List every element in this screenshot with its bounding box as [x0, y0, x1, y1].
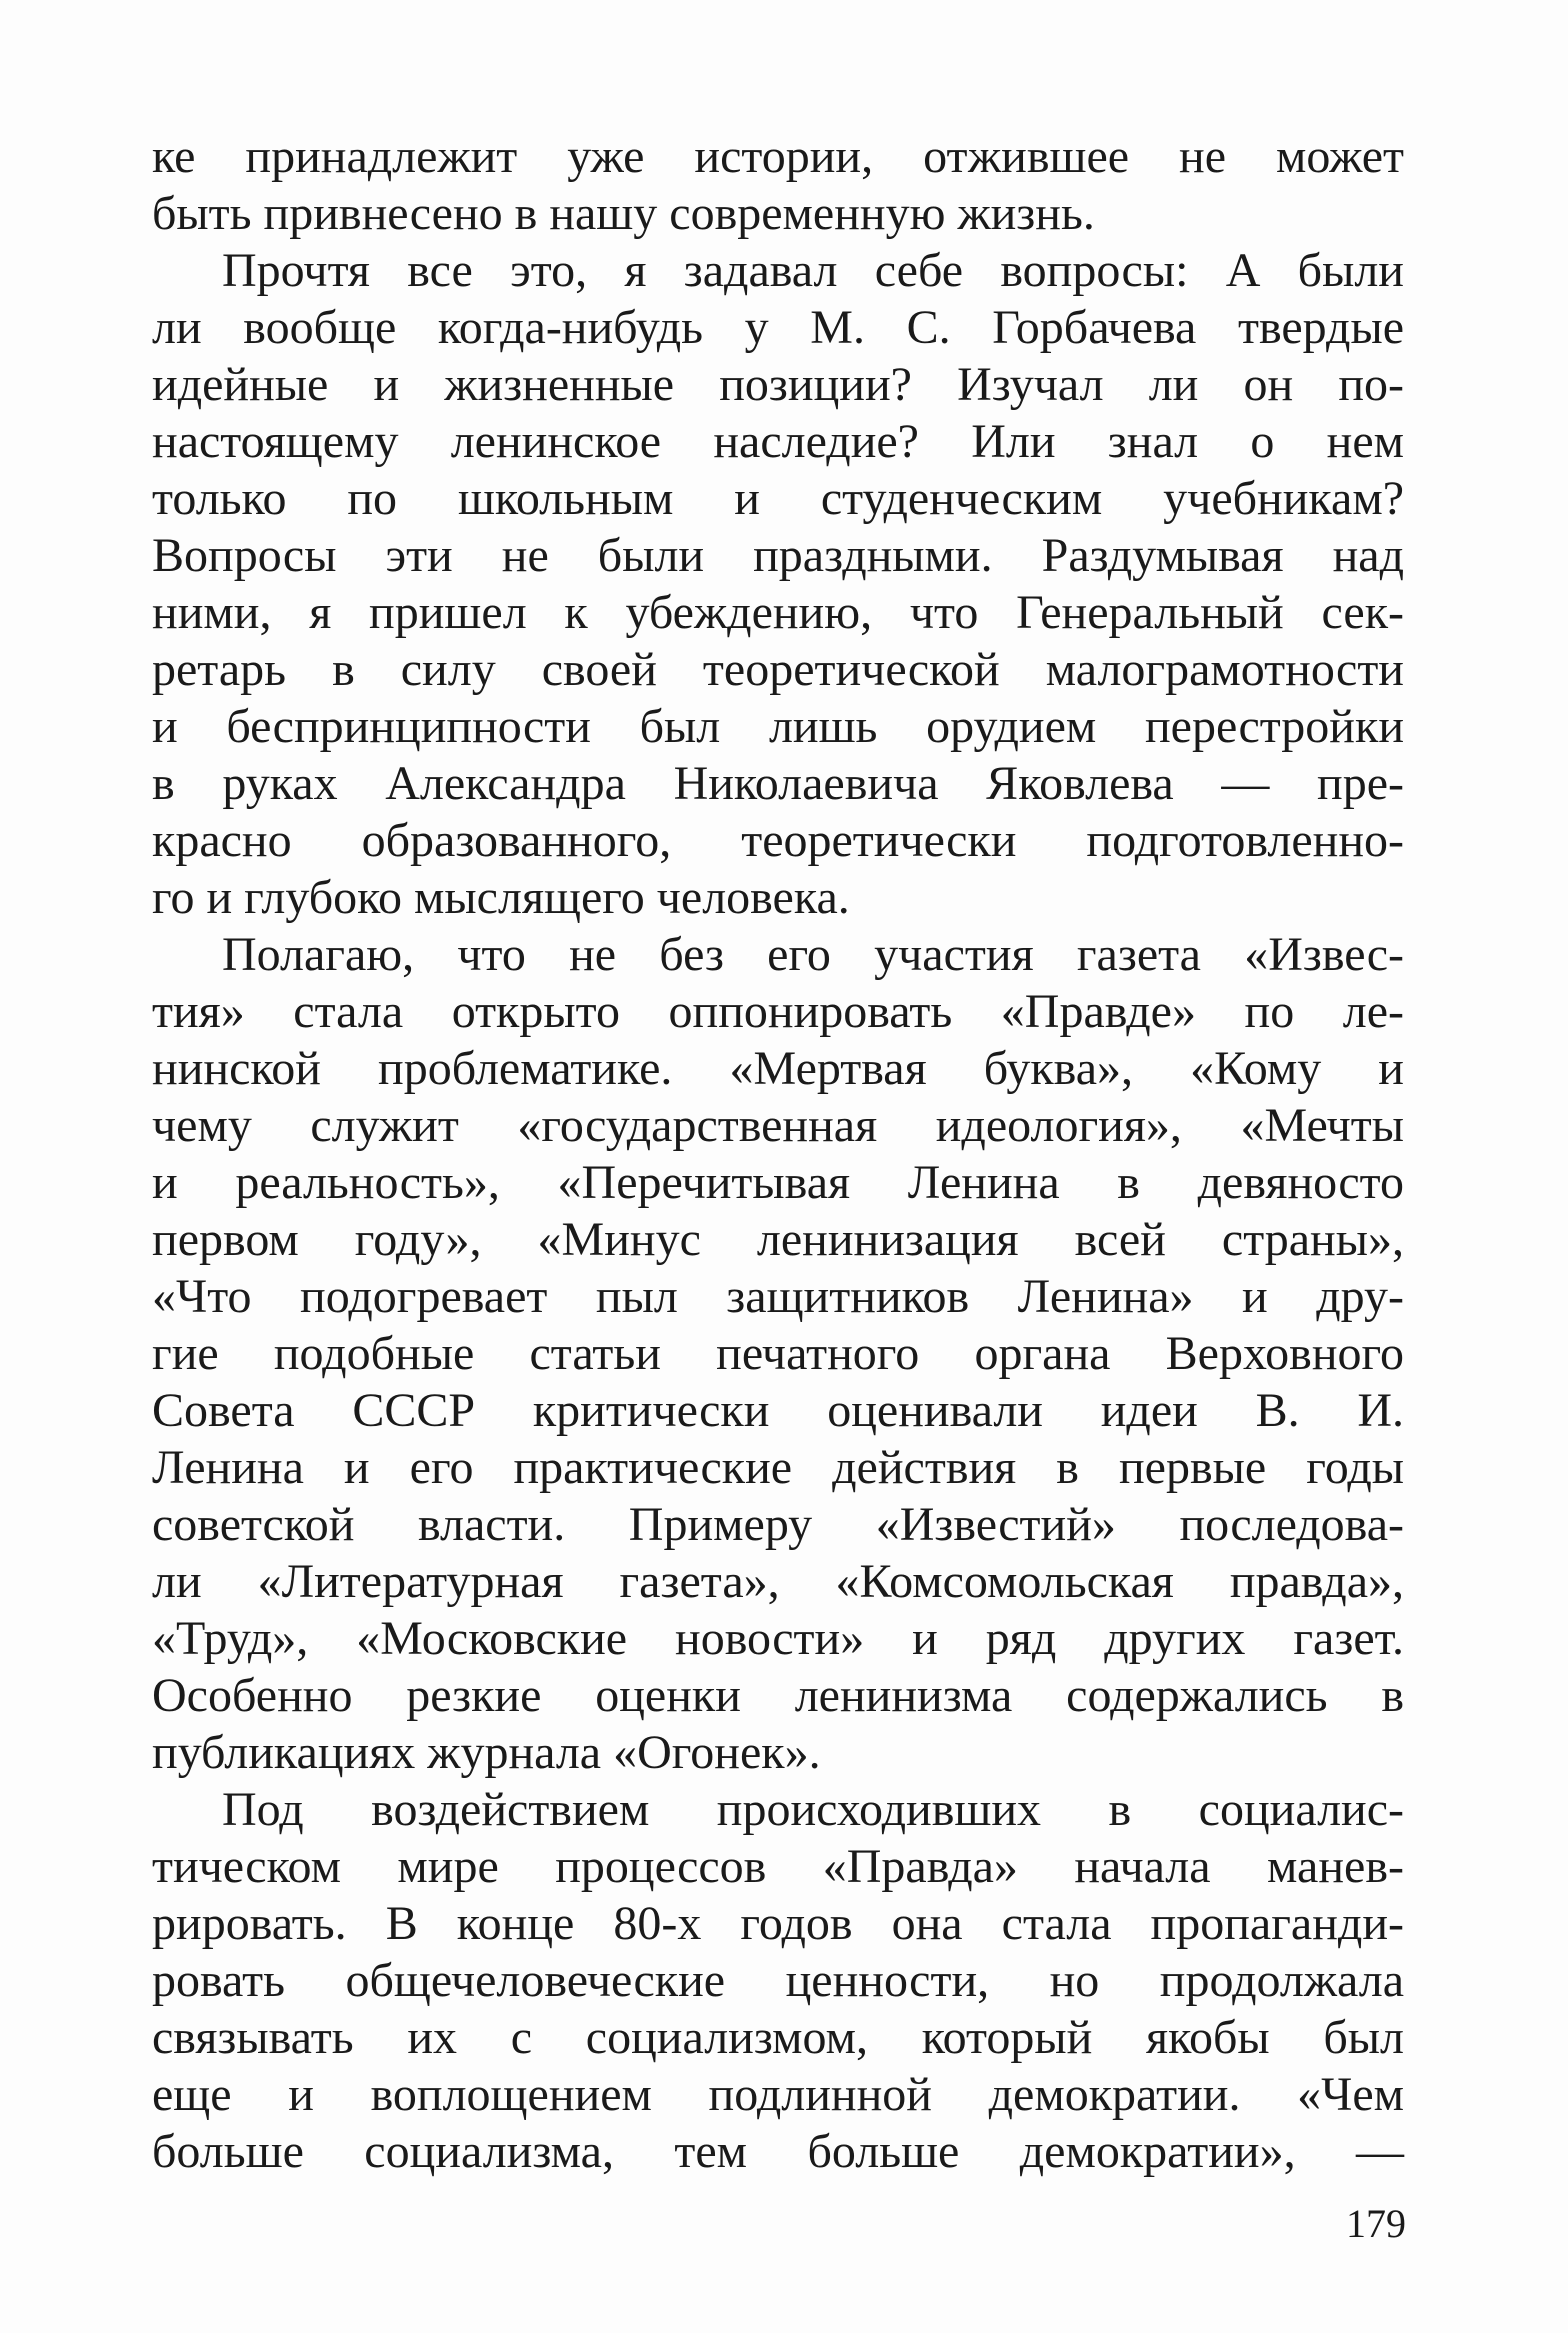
- text-line: го и глубоко мыслящего человека.: [152, 871, 850, 924]
- text-line: и реальность», «Перечитывая Ленина в девяносто: [152, 1156, 1404, 1209]
- text-line: первом году», «Минус ленинизация всей страны»,: [152, 1213, 1404, 1266]
- paragraph: [152, 128, 1404, 242]
- text-line: идейные и жизненные позиции? Изучал ли он по-: [152, 358, 1404, 411]
- text-line: рировать. В конце 80-х годов она стала пропаганди-: [152, 1897, 1404, 1950]
- text-line: ретарь в силу своей теоретической малограмотности: [152, 643, 1404, 696]
- text-line: ровать общечеловеческие ценности, но продолжала: [152, 1954, 1404, 2007]
- text-line: Совета СССР критически оценивали идеи В. И.: [152, 1384, 1404, 1437]
- text-line: и беспринципности был лишь орудием перестройки: [152, 700, 1404, 753]
- text-line: только по школьным и студенческим учебникам?: [152, 472, 1404, 525]
- text-line: ли «Литературная газета», «Комсомольская правда»,: [152, 1555, 1404, 1608]
- text-line: гие подобные статьи печатного органа Верховного: [152, 1327, 1404, 1380]
- text-line: Полагаю, что не без его участия газета «Извес-: [222, 928, 1404, 981]
- text-line: ними, я пришел к убеждению, что Генеральный сек-: [152, 586, 1404, 639]
- text-line: чему служит «государственная идеология», «Мечты: [152, 1099, 1404, 1152]
- text-line: «Труд», «Московские новости» и ряд других газет.: [152, 1612, 1404, 1665]
- paragraph: [152, 242, 1404, 926]
- text-line: «Что подогревает пыл защитников Ленина» и дру-: [152, 1270, 1404, 1323]
- text-line: ли вообще когда-нибудь у М. С. Горбачева твердые: [152, 301, 1404, 354]
- text-line: публикациях журнала «Огонек».: [152, 1726, 821, 1779]
- text-line: еще и воплощением подлинной демократии. «Чем: [152, 2068, 1404, 2121]
- paragraph: [152, 1781, 1404, 2180]
- text-line: Особенно резкие оценки ленинизма содержались в: [152, 1669, 1404, 1722]
- body-text: [152, 128, 1404, 2180]
- text-line: советской власти. Примеру «Известий» последова-: [152, 1498, 1404, 1551]
- text-line: Ленина и его практические действия в первые годы: [152, 1441, 1404, 1494]
- text-line: настоящему ленинское наследие? Или знал о нем: [152, 415, 1404, 468]
- paragraph: [152, 926, 1404, 1781]
- text-line: Прочтя все это, я задавал себе вопросы: А были: [222, 244, 1404, 297]
- text-line: тическом мире процессов «Правда» начала манев-: [152, 1840, 1404, 1893]
- text-line: в руках Александра Николаевича Яковлева — пре-: [152, 757, 1404, 810]
- text-line: нинской проблематике. «Мертвая буква», «Кому и: [152, 1042, 1404, 1095]
- text-line: связывать их с социализмом, который якобы был: [152, 2011, 1404, 2064]
- text-line: больше социализма, тем больше демократии», —: [152, 2125, 1404, 2178]
- text-line: красно образованного, теоретически подготовленно-: [152, 814, 1404, 867]
- text-line: Под воздействием происходивших в социалис-: [222, 1783, 1404, 1836]
- text-line: Вопросы эти не были праздными. Раздумывая над: [152, 529, 1404, 582]
- text-line: ке принадлежит уже истории, отжившее не может: [152, 130, 1404, 183]
- text-line: быть привнесено в нашу современную жизнь.: [152, 187, 1095, 240]
- page-number: 179: [1346, 2201, 1406, 2246]
- text-line: тия» стала открыто оппонировать «Правде» по ле-: [152, 985, 1404, 1038]
